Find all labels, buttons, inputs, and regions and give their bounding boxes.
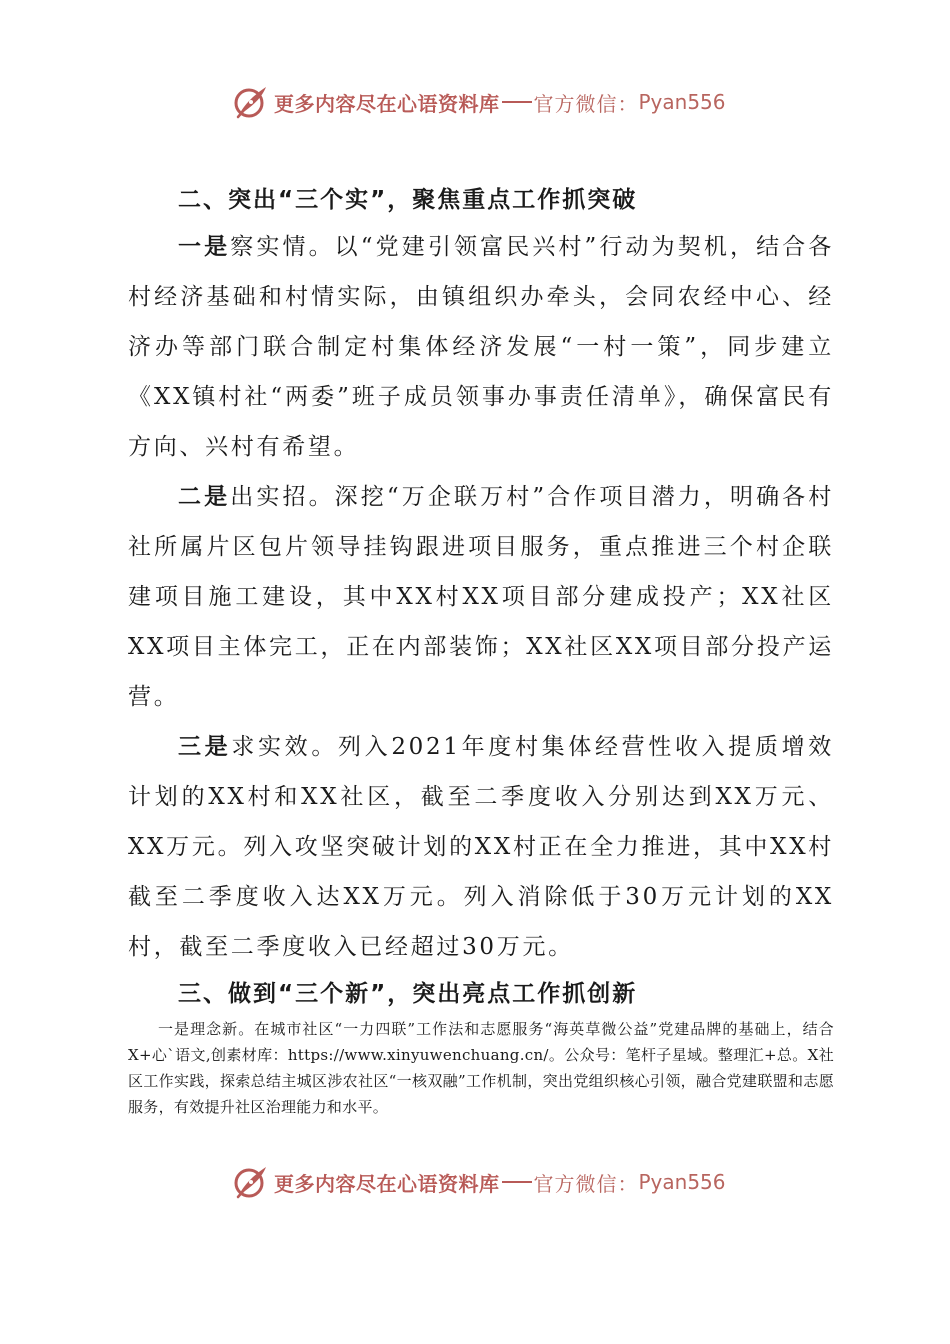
document-body	[128, 178, 834, 1120]
quill-pen-logo-icon	[232, 1163, 270, 1201]
header-banner	[232, 82, 726, 122]
section-2-item-2	[128, 472, 834, 722]
quill-pen-logo-icon	[232, 83, 270, 121]
item-3-text: 求实效。列入2021年度村集体经营性收入提质增效计划的XX村和XX社区，截至二季度收入分别达到XX万元、XX万元。列入攻坚突破计划的XX村正在全力推进，其中XX村截至二季度收入达XX万元。列入消除低于30万元计划的XX村，截至二季度收入已经超过30万元。	[128, 734, 834, 960]
banner-dash	[502, 101, 532, 103]
section-3-heading: 三、做到“三个新”，突出亮点工作抓创新	[178, 981, 638, 1007]
item-1-lead: 一是	[178, 234, 231, 260]
banner-title: 更多内容尽在心语资料库	[274, 1171, 500, 1196]
banner-dash	[502, 1181, 532, 1183]
banner-wechat-label: 官方微信：	[533, 1171, 639, 1196]
item-2-lead: 二是	[178, 484, 231, 510]
banner-title: 更多内容尽在心语资料库	[274, 91, 500, 116]
section-2-item-3	[128, 722, 834, 972]
footer-banner	[232, 1162, 726, 1202]
banner-wechat-id: Pyan556	[638, 90, 726, 114]
section-2-heading: 二、突出“三个实”，聚焦重点工作抓突破	[178, 187, 638, 213]
banner-wechat-label: 官方微信：	[533, 91, 639, 116]
banner-wechat-id: Pyan556	[638, 1170, 726, 1194]
section-3-small-paragraph: 一是理念新。在城市社区“一力四联”工作法和志愿服务“海英草微公益”党建品牌的基础上，结合X+心`语文,创素材库：https://www.xinyuwenchuang.cn/。公众号：笔杆子星域。整理汇+总。X社区工作实践，探索总结主城区涉农社区“一核双融”工作机制，突出党组织核心引领，融合党建联盟和志愿服务，有效提升社区治理能力和水平。	[128, 1020, 834, 1116]
item-2-text: 出实招。深挖“万企联万村”合作项目潜力，明确各村社所属片区包片领导挂钩跟进项目服务，重点推进三个村企联建项目施工建设，其中XX村XX项目部分建成投产；XX社区XX项目主体完工，正在内部装饰；XX社区XX项目部分投产运营。	[128, 484, 834, 710]
item-3-lead: 三是	[178, 734, 232, 760]
section-2-item-1	[128, 222, 834, 472]
item-1-text: 察实情。以“党建引领富民兴村”行动为契机，结合各村经济基础和村情实际，由镇组织办牵头，会同农经中心、经济办等部门联合制定村集体经济发展“一村一策”，同步建立《XX镇村社“两委”班子成员领事办事责任清单》，确保富民有方向、兴村有希望。	[128, 234, 834, 460]
